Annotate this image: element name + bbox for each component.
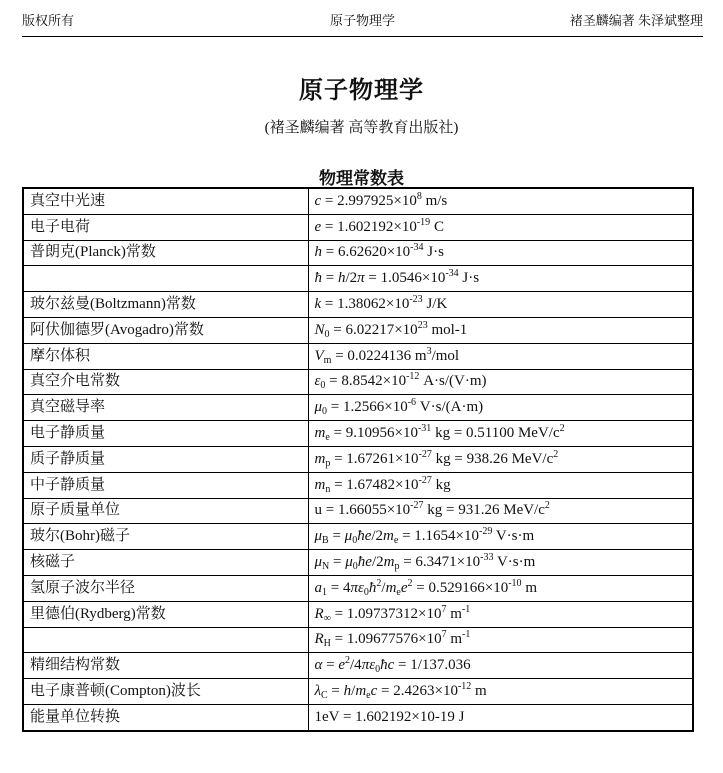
constant-name: 普朗克(Planck)常数 xyxy=(23,240,308,266)
table-title: 物理常数表 xyxy=(319,169,404,188)
document-title: 原子物理学 xyxy=(299,78,424,104)
constant-name: 核磁子 xyxy=(23,550,308,576)
table-row xyxy=(23,343,693,369)
constant-value: $R_H = 1.09677576\times 10^7$ $m^{-1}$ xyxy=(308,627,693,653)
table-row xyxy=(23,369,693,395)
header-authors: 褚圣麟编著 朱泽斌整理 xyxy=(569,13,703,28)
table-row xyxy=(23,575,693,601)
constant-name: 能量单位转换 xyxy=(23,704,308,730)
constant-name: 真空磁导率 xyxy=(23,395,308,421)
table-row xyxy=(23,524,693,550)
constant-value: $h = 6.62620\times 10^{-34}$ J·s xyxy=(308,240,693,266)
constant-name: 玻尔兹曼(Boltzmann)常数 xyxy=(23,292,308,318)
constant-name: 质子静质量 xyxy=(23,446,308,472)
constant-value: $\alpha = e^2/4\pi\varepsilon_0ħc = 1/137.036$ xyxy=(308,653,693,679)
constant-name xyxy=(23,266,308,292)
table-row xyxy=(23,472,693,498)
table-row xyxy=(23,188,693,214)
table-row xyxy=(23,704,693,730)
page-header xyxy=(22,8,703,37)
constant-name xyxy=(23,627,308,653)
table-row xyxy=(23,498,693,524)
table-row xyxy=(23,446,693,472)
constant-name: 真空中光速 xyxy=(23,188,308,214)
constant-value: $e = 1.602192\times 10^{-19}$ C xyxy=(308,214,693,240)
constants-table xyxy=(22,187,694,732)
constant-name: 电子静质量 xyxy=(23,421,308,447)
table-row xyxy=(23,240,693,266)
constant-value: $u = 1.66055\times 10^{-27}$ kg = 931.26 MeV/$c^2$ xyxy=(308,498,693,524)
table-row xyxy=(23,266,693,292)
constant-name: 摩尔体积 xyxy=(23,343,308,369)
constant-value: $m_e = 9.10956\times 10^{-31}$ kg = 0.51100 MeV/$c^2$ xyxy=(308,421,693,447)
constant-name: 电子电荷 xyxy=(23,214,308,240)
constant-value: $R_\infty = 1.09737312\times 10^7$ $m^{-1}$ xyxy=(308,601,693,627)
table-row xyxy=(23,601,693,627)
constant-name: 原子质量单位 xyxy=(23,498,308,524)
constant-value: $k = 1.38062\times 10^{-23}$ J/K xyxy=(308,292,693,318)
constant-value: ħ = $h/2\pi = 1.0546\times 10^{-34}$ J·s xyxy=(308,266,693,292)
constant-value: 1eV = 1.602192×10-19 J xyxy=(308,704,693,730)
constant-value: $\mu_N$ = $\mu_0ħe/2m_p = 6.3471\times 10^{-33}$ V·s·m xyxy=(308,550,693,576)
constant-name: 真空介电常数 xyxy=(23,369,308,395)
constant-name: 玻尔(Bohr)磁子 xyxy=(23,524,308,550)
table-row xyxy=(23,653,693,679)
header-copyright: 版权所有 xyxy=(22,13,75,28)
constant-value: $\lambda_C = h/m_ec = 2.4263\times 10^{-12}$ m xyxy=(308,679,693,705)
document-subtitle: (褚圣麟编著 高等教育出版社) xyxy=(264,120,459,136)
table-row xyxy=(23,627,693,653)
constant-name: 精细结构常数 xyxy=(23,653,308,679)
constant-value: $m_n = 1.67482\times 10^{-27}$ kg xyxy=(308,472,693,498)
constant-name: 阿伏伽德罗(Avogadro)常数 xyxy=(23,317,308,343)
table-row xyxy=(23,550,693,576)
header-book-title: 原子物理学 xyxy=(329,13,395,28)
constant-name: 氢原子波尔半径 xyxy=(23,575,308,601)
constant-value: $c = 2.997925\times 10^8$ m/s xyxy=(308,188,693,214)
constant-value: $a_1$ = $4\pi\varepsilon_0ħ^2/m_ee^2 = 0.529166\times 10^{-10}$ m xyxy=(308,575,693,601)
constant-value: $V_m = 0.0224136$ $m^3$/mol xyxy=(308,343,693,369)
table-row xyxy=(23,679,693,705)
table-row xyxy=(23,292,693,318)
constant-value: $N_0 = 6.02217\times 10^{23}$ mol-1 xyxy=(308,317,693,343)
constant-value: $\varepsilon_0 = 8.8542\times 10^{-12}$ A·s/(V·m) xyxy=(308,369,693,395)
table-row xyxy=(23,317,693,343)
constant-name: 电子康普顿(Compton)波长 xyxy=(23,679,308,705)
constant-value: $\mu_B$ = $\mu_0ħe/2m_e = 1.1654\times 10^{-29}$ V·s·m xyxy=(308,524,693,550)
constant-value: $\mu_0 = 1.2566\times 10^{-6}$ V·s/(A·m) xyxy=(308,395,693,421)
constant-name: 里德伯(Rydberg)常数 xyxy=(23,601,308,627)
table-row xyxy=(23,421,693,447)
constant-name: 中子静质量 xyxy=(23,472,308,498)
table-row xyxy=(23,395,693,421)
table-row xyxy=(23,214,693,240)
constant-value: $m_p = 1.67261\times 10^{-27}$ kg = 938.26 MeV/$c^2$ xyxy=(308,446,693,472)
